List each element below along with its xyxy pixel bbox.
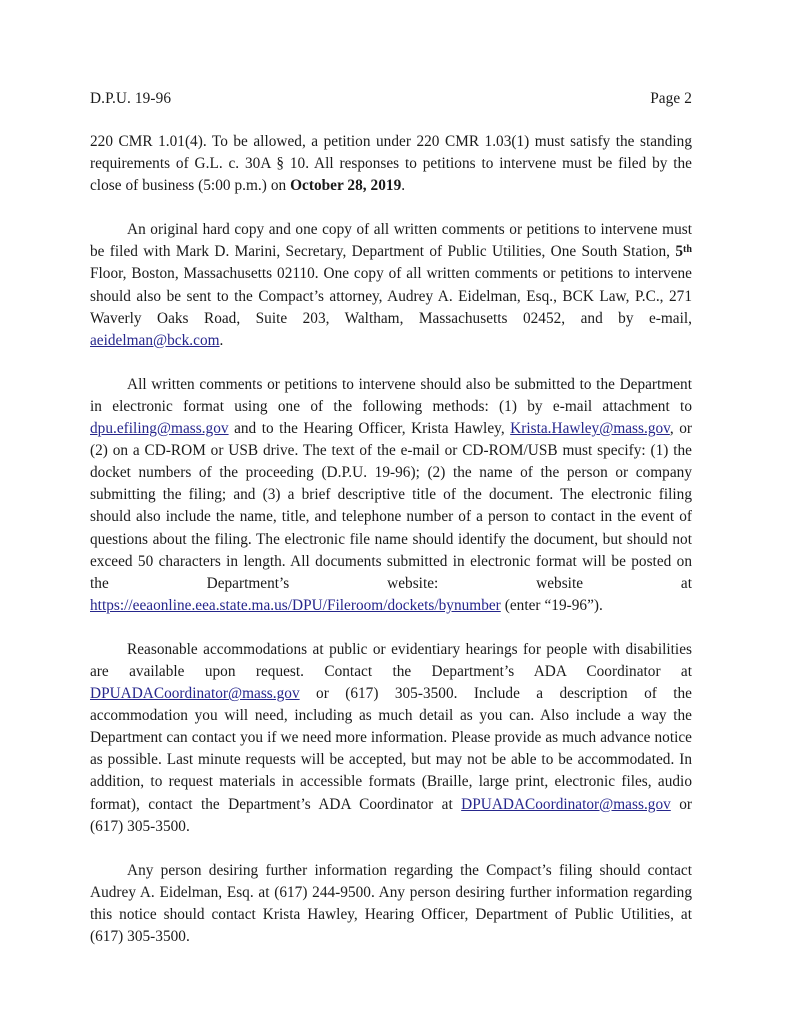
attorney-email-link[interactable]: aeidelman@bck.com	[90, 331, 220, 349]
paragraph-filing-deadline	[90, 131, 692, 197]
paragraph-3-text-part-3: , or (2) on a CD-ROM or USB drive. The text of the e-mail or CD-ROM/USB must specify: (1) the docket numbers of the proceeding (D.P.U. 19-96); (2) the name of the person or company submitting the filing; and (3) a brief descriptive title of the document. The electronic filing should also include the name, title, and telephone number of a person to contact in the event of questions about the filing. The electronic file name should identify the document, but should not exceed 50 characters in length. All documents submitted in electronic format will be posted on the Department’s website: website at	[90, 420, 692, 592]
floor-ordinal-suffix: th	[682, 244, 692, 256]
paragraph-4-text-part-2: or (617) 305-3500. Include a description of the accommodation you will need, including as much detail as you can. Also include a way the Department can contact you if we need more information. Please provide as much advance notice as possible. Last minute requests will be accepted, but may not be able to be accommodated. In addition, to request materials in accessible formats (Braille, large print, electronic files, audio format), contact the Department’s ADA Coordinator at	[90, 685, 692, 813]
floor-number: 5	[675, 243, 683, 261]
fileroom-url-link[interactable]: https://eeaonline.eea.state.ma.us/DPU/Fileroom/dockets/bynumber	[90, 596, 501, 614]
docket-number: D.P.U. 19-96	[90, 90, 172, 107]
paragraph-3-text-part-2: and to the Hearing Officer, Krista Hawley,	[228, 420, 511, 438]
paragraph-accommodations	[90, 639, 692, 838]
hearing-officer-email-link[interactable]: Krista.Hawley@mass.gov	[510, 420, 670, 438]
page-header	[90, 88, 692, 110]
paragraph-3-text-part-4: (enter “19-96”).	[500, 596, 603, 614]
page-number: Page 2	[650, 90, 692, 107]
ada-coordinator-email-link-1[interactable]: DPUADACoordinator@mass.gov	[90, 685, 300, 703]
paragraph-2-text-part-3: .	[219, 331, 224, 349]
page-content	[90, 88, 692, 948]
paragraph-4-text-part-3: or (617) 305-3500.	[90, 795, 692, 835]
paragraph-5-text: Any person desiring further information regarding the Compact’s filing should contact Audrey A. Eidelman, Esq. at (617) 244-9500. Any person desiring further information regarding this notice should contact Krista Hawley, Hearing Officer, Department of Public Utilities, at (617) 305-3500.	[90, 861, 692, 945]
paragraph-3-text-part-1: All written comments or petitions to intervene should also be submitted to the Department in electronic format using one of the following methods: (1) by e-mail attachment to	[90, 375, 692, 415]
paragraph-2-text-part-1: An original hard copy and one copy of all written comments or petitions to intervene must be filed with Mark D. Marini, Secretary, Department of Public Utilities, One South Station,	[90, 221, 692, 261]
paragraph-2-text-part-2: Floor, Boston, Massachusetts 02110. One copy of all written comments or petitions to intervene should also be sent to the Compact’s attorney, Audrey A. Eidelman, Esq., BCK Law, P.C., 271 Waverly Oaks Road, Suite 203, Waltham, Massachusetts 02452, and by e-mail,	[90, 265, 692, 327]
paragraph-electronic-filing	[90, 374, 692, 617]
paragraph-hard-copy-filing	[90, 219, 692, 352]
ada-coordinator-email-link-2[interactable]: DPUADACoordinator@mass.gov	[461, 795, 671, 813]
response-deadline-date: October 28, 2019	[290, 177, 402, 195]
paragraph-further-information	[90, 860, 692, 948]
paragraph-1-text-part-2: .	[401, 177, 406, 195]
dpu-efiling-email-link[interactable]: dpu.efiling@mass.gov	[90, 420, 229, 438]
paragraph-4-text-part-1: Reasonable accommodations at public or evidentiary hearings for people with disabilities are available upon request. Contact the Department’s ADA Coordinator at	[90, 640, 692, 680]
paragraph-1-text-part-1: 220 CMR 1.01(4). To be allowed, a petition under 220 CMR 1.03(1) must satisfy the standing requirements of G.L. c. 30A § 10. All responses to petitions to intervene must be filed by the close of business (5:00 p.m.) on	[90, 133, 692, 195]
